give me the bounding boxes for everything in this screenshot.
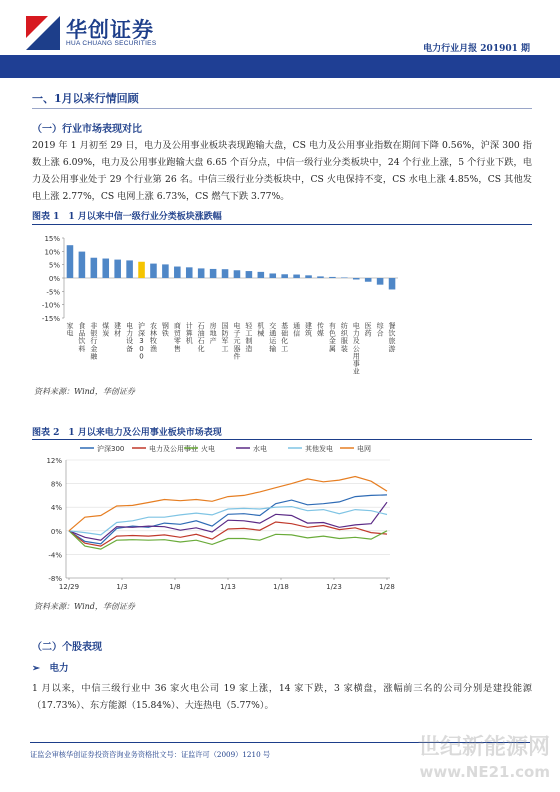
company-name-en: HUA CHUANG SECURITIES: [66, 40, 157, 47]
bar-chart: [32, 228, 532, 380]
series-line: [69, 522, 387, 546]
bar: [305, 275, 312, 278]
x-tick-label: 石油石化: [197, 322, 205, 353]
company-name-cn: 华创证券: [66, 18, 154, 42]
bar: [126, 260, 133, 278]
x-tick-label: 1/28: [379, 583, 395, 591]
x-tick-label: 交通运输: [269, 322, 277, 353]
bar: [293, 275, 300, 278]
bar: [186, 267, 193, 278]
bar: [91, 258, 98, 278]
bar: [222, 269, 229, 278]
bar: [174, 267, 181, 278]
footer-text: 证监会审核华创证券投资咨询业务资格批文号：证监许可（2009）1210 号: [30, 750, 271, 759]
bar: [281, 274, 288, 278]
x-tick-label: 食品饮料: [78, 322, 86, 353]
x-tick-label: 餐饮旅游: [388, 322, 396, 353]
bar: [138, 262, 145, 278]
body-paragraph: 2019 年 1 月初至 29 日，电力及公用事业板块表现跑输大盘，CS 电力及公用事业指数在期间下降 0.56%，沪深 300 指数上涨 6.09%，电力及公用事业跑输大盘 6.65 个百分点，中信一级行业分类板块中，24 个行业上涨，5 个行业下跌，电力及公用事业处于 29 个行业第 26 名。中信三级行业分类板块中，CS 火电保持不变，CS 水电上涨 4.85%，CS 其他发电上涨 2.77%，CS 电网上涨 6.73%，CS 燃气下跌 3.77%。: [32, 140, 532, 202]
x-tick-label: 1/13: [220, 583, 236, 591]
figure-2-source: 资料来源：Wind，华创证券: [34, 602, 135, 611]
bar: [67, 245, 74, 278]
watermark-line-1: 世纪新能源网: [417, 735, 550, 760]
report-title: 电力行业月报 201901 期: [423, 44, 530, 54]
x-tick-label: 煤炭: [102, 322, 110, 338]
bar: [102, 259, 109, 278]
x-tick-label: 有色金属: [328, 322, 336, 353]
section-title: 一、1月以来行情回顾: [32, 92, 139, 105]
y-tick-label: 0%: [50, 527, 62, 536]
x-tick-label: 国防军工: [221, 322, 229, 353]
bullet-heading: ➢ 电力: [32, 663, 69, 674]
y-tick-label: -4%: [48, 551, 62, 560]
line-chart: [32, 442, 532, 602]
subsection-title: （一）行业市场表现对比: [32, 124, 142, 135]
bar: [329, 277, 336, 278]
y-tick-label: -8%: [48, 575, 62, 583]
x-tick-label: 基础化工: [281, 322, 289, 353]
x-tick-label: 1/23: [326, 583, 342, 591]
x-tick-label: 综合: [376, 322, 384, 338]
section-divider: [32, 108, 532, 109]
bar: [79, 252, 86, 278]
legend-label: 火电: [201, 445, 215, 453]
figure-2-rule: [32, 439, 532, 440]
watermark: [418, 736, 550, 784]
bar: [317, 276, 324, 278]
x-tick-label: 传媒: [316, 322, 324, 338]
x-tick-label: 家电: [66, 322, 74, 338]
x-tick-label: 钢铁: [161, 322, 169, 338]
x-tick-label: 电力设备: [126, 322, 134, 353]
header-banner: [0, 55, 560, 78]
figure-1-title: 图表 1 1 月以来中信一级行业分类板块涨跌幅: [32, 212, 222, 222]
y-tick-label: -10%: [41, 301, 60, 310]
figure-1-rule: [32, 224, 532, 225]
x-tick-label: 建筑: [305, 322, 313, 338]
bar: [353, 278, 360, 279]
x-tick-label: 商贸零售: [173, 322, 181, 353]
y-tick-label: 15%: [44, 235, 60, 243]
y-tick-label: 4%: [50, 504, 62, 513]
y-tick-label: -5%: [46, 288, 60, 297]
x-tick-label: 12/29: [58, 583, 80, 591]
y-tick-label: 0%: [48, 275, 60, 283]
body-paragraph-2: 1 月以来，中信三级行业中 36 家火电公司 19 家上涨，14 家下跌，3 家横盘，涨幅前三名的公司分别是建投能源（17.73%）、东方能源（15.84%）、大连热电（5.77%）。: [32, 683, 532, 711]
bar: [234, 270, 241, 278]
legend-label: 其他发电: [305, 445, 333, 453]
x-tick-label: 通信: [293, 322, 301, 338]
x-tick-label: 电力及公用事业: [352, 322, 360, 376]
y-tick-label: 10%: [44, 248, 60, 257]
x-tick-label: 纺织服装: [340, 322, 348, 353]
x-tick-label: 非银行金融: [90, 322, 98, 361]
y-tick-label: 12%: [46, 457, 62, 465]
page-header: [0, 0, 560, 62]
bar: [246, 271, 253, 278]
x-tick-label: 1/3: [116, 583, 128, 591]
x-tick-label: 建材: [114, 322, 122, 338]
legend-label: 沪深300: [97, 445, 125, 453]
x-tick-label: 医药: [364, 322, 372, 338]
x-tick-label: 电子元器件: [233, 322, 241, 361]
x-tick-label: 1/18: [273, 583, 289, 591]
figure-2-title: 图表 2 1 月以来电力及公用事业板块市场表现: [32, 428, 222, 438]
x-tick-label: 计算机: [185, 322, 193, 346]
bar: [389, 278, 396, 289]
bar: [114, 260, 121, 278]
y-tick-label: 8%: [50, 480, 62, 489]
x-tick-label: 房地产: [209, 322, 217, 346]
series-line: [69, 502, 387, 540]
series-line: [69, 531, 387, 549]
bar: [365, 278, 372, 282]
bar: [198, 268, 205, 278]
legend-label: 水电: [253, 445, 267, 453]
x-tick-label: 机械: [257, 322, 265, 338]
bar: [377, 278, 384, 285]
bar: [150, 264, 157, 278]
legend-label: 电力及公用事业: [149, 445, 198, 453]
legend-label: 电网: [357, 445, 371, 453]
x-tick-label: 农林牧渔: [149, 322, 157, 353]
bar: [258, 272, 265, 278]
company-logo-icon: [26, 16, 60, 50]
bar: [269, 273, 276, 278]
figure-1-source: 资料来源：Wind，华创证券: [34, 387, 135, 396]
x-tick-label: 轻工制造: [245, 322, 253, 353]
bar: [210, 269, 217, 278]
watermark-line-2: www.NE21.com: [419, 763, 550, 781]
subsection-title-2: （二）个股表现: [32, 642, 102, 653]
bar: [341, 277, 348, 278]
y-tick-label: -15%: [41, 315, 60, 323]
x-tick-label: 沪深 3 0 0: [138, 322, 146, 361]
bar: [162, 264, 169, 278]
x-tick-label: 1/8: [169, 583, 181, 591]
y-tick-label: 5%: [48, 261, 60, 270]
